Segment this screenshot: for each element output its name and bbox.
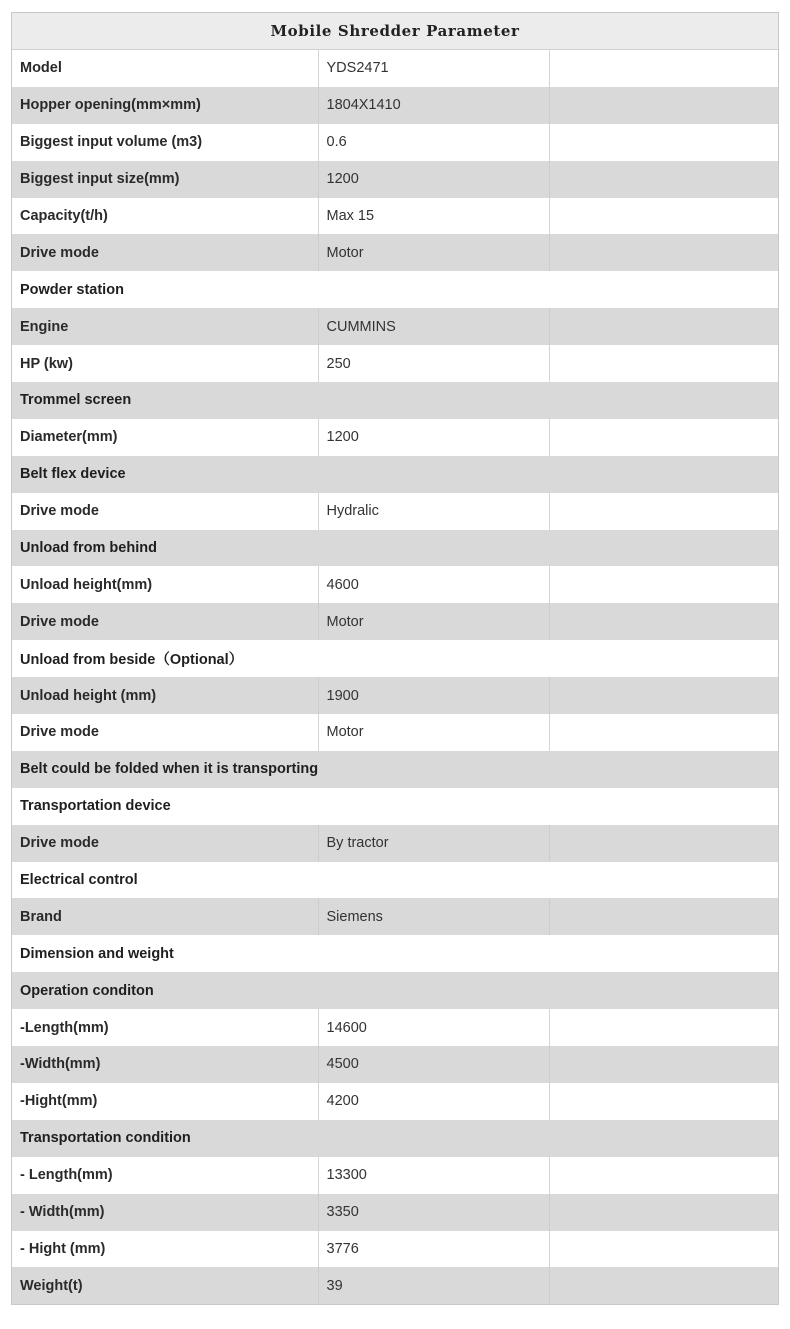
empty-cell — [549, 345, 778, 382]
section-heading: Powder station — [12, 271, 778, 308]
section-row — [12, 862, 778, 899]
table-row — [12, 419, 778, 456]
empty-cell — [549, 1157, 778, 1194]
parameter-label: Drive mode — [12, 825, 318, 862]
parameter-value: 3776 — [318, 1231, 549, 1268]
section-row — [12, 530, 778, 567]
parameter-value: Hydralic — [318, 493, 549, 530]
parameter-label: Diameter(mm) — [12, 419, 318, 456]
empty-cell — [549, 677, 778, 714]
table-row — [12, 1194, 778, 1231]
parameter-value: CUMMINS — [318, 308, 549, 345]
parameter-label: Biggest input volume (m3) — [12, 124, 318, 161]
parameter-sheet — [11, 12, 779, 1305]
section-row — [12, 1120, 778, 1157]
table-row — [12, 198, 778, 235]
section-heading: Operation conditon — [12, 972, 778, 1009]
page-title: Mobile Shredder Parameter — [270, 22, 520, 40]
parameter-value: Max 15 — [318, 198, 549, 235]
parameter-value: 39 — [318, 1267, 549, 1304]
parameter-label: -Length(mm) — [12, 1009, 318, 1046]
table-row — [12, 161, 778, 198]
parameter-label: Drive mode — [12, 603, 318, 640]
section-heading: Transportation condition — [12, 1120, 778, 1157]
parameter-label: -Hight(mm) — [12, 1083, 318, 1120]
table-row — [12, 825, 778, 862]
empty-cell — [549, 1046, 778, 1083]
table-row — [12, 1267, 778, 1304]
empty-cell — [549, 493, 778, 530]
parameter-label: Drive mode — [12, 234, 318, 271]
table-row — [12, 124, 778, 161]
parameter-rows — [12, 50, 778, 1304]
parameter-value: 3350 — [318, 1194, 549, 1231]
table-row — [12, 308, 778, 345]
section-row — [12, 935, 778, 972]
parameter-label: Capacity(t/h) — [12, 198, 318, 235]
empty-cell — [549, 308, 778, 345]
parameter-value: YDS2471 — [318, 50, 549, 87]
parameter-label: Drive mode — [12, 493, 318, 530]
section-heading: Unload from behind — [12, 530, 778, 567]
table-row — [12, 677, 778, 714]
parameter-value: 14600 — [318, 1009, 549, 1046]
empty-cell — [549, 87, 778, 124]
empty-cell — [549, 234, 778, 271]
table-row — [12, 50, 778, 87]
section-row — [12, 751, 778, 788]
empty-cell — [549, 1231, 778, 1268]
parameter-value: By tractor — [318, 825, 549, 862]
empty-cell — [549, 1083, 778, 1120]
parameter-value: Motor — [318, 714, 549, 751]
parameter-value: 4500 — [318, 1046, 549, 1083]
table-row — [12, 1009, 778, 1046]
parameter-label: Hopper opening(mm×mm) — [12, 87, 318, 124]
parameter-label: -Width(mm) — [12, 1046, 318, 1083]
empty-cell — [549, 825, 778, 862]
empty-cell — [549, 198, 778, 235]
section-heading: Belt could be folded when it is transporting — [12, 751, 778, 788]
section-heading: Belt flex device — [12, 456, 778, 493]
empty-cell — [549, 419, 778, 456]
parameter-label: Brand — [12, 898, 318, 935]
section-heading: Unload from beside（Optional） — [12, 640, 778, 677]
table-row — [12, 1083, 778, 1120]
table-row — [12, 87, 778, 124]
empty-cell — [549, 714, 778, 751]
parameter-value: 1200 — [318, 419, 549, 456]
section-row — [12, 972, 778, 1009]
parameter-label: Model — [12, 50, 318, 87]
parameter-label: Unload height(mm) — [12, 566, 318, 603]
parameter-value: 1900 — [318, 677, 549, 714]
parameter-label: Biggest input size(mm) — [12, 161, 318, 198]
table-row — [12, 493, 778, 530]
empty-cell — [549, 50, 778, 87]
parameter-label: Engine — [12, 308, 318, 345]
empty-cell — [549, 1194, 778, 1231]
parameter-value: 4600 — [318, 566, 549, 603]
parameter-value: Motor — [318, 234, 549, 271]
empty-cell — [549, 603, 778, 640]
table-row — [12, 345, 778, 382]
parameter-value: 13300 — [318, 1157, 549, 1194]
parameter-label: Drive mode — [12, 714, 318, 751]
table-row — [12, 714, 778, 751]
parameter-value: 1804X1410 — [318, 87, 549, 124]
parameter-value: 250 — [318, 345, 549, 382]
table-row — [12, 898, 778, 935]
empty-cell — [549, 1267, 778, 1304]
parameter-table — [12, 50, 778, 1304]
empty-cell — [549, 124, 778, 161]
empty-cell — [549, 898, 778, 935]
empty-cell — [549, 566, 778, 603]
parameter-label: - Hight (mm) — [12, 1231, 318, 1268]
empty-cell — [549, 161, 778, 198]
parameter-label: Weight(t) — [12, 1267, 318, 1304]
section-heading: Trommel screen — [12, 382, 778, 419]
empty-cell — [549, 1009, 778, 1046]
title-bar — [12, 13, 778, 50]
table-row — [12, 1157, 778, 1194]
section-row — [12, 382, 778, 419]
parameter-label: - Width(mm) — [12, 1194, 318, 1231]
section-heading: Electrical control — [12, 862, 778, 899]
section-row — [12, 456, 778, 493]
table-row — [12, 603, 778, 640]
table-row — [12, 234, 778, 271]
parameter-value: Siemens — [318, 898, 549, 935]
parameter-label: HP (kw) — [12, 345, 318, 382]
parameter-value: 0.6 — [318, 124, 549, 161]
table-row — [12, 1231, 778, 1268]
section-row — [12, 271, 778, 308]
section-heading: Dimension and weight — [12, 935, 778, 972]
section-row — [12, 788, 778, 825]
section-heading: Transportation device — [12, 788, 778, 825]
parameter-value: 1200 — [318, 161, 549, 198]
parameter-label: Unload height (mm) — [12, 677, 318, 714]
table-row — [12, 566, 778, 603]
parameter-label: - Length(mm) — [12, 1157, 318, 1194]
parameter-value: Motor — [318, 603, 549, 640]
parameter-value: 4200 — [318, 1083, 549, 1120]
table-row — [12, 1046, 778, 1083]
section-row — [12, 640, 778, 677]
